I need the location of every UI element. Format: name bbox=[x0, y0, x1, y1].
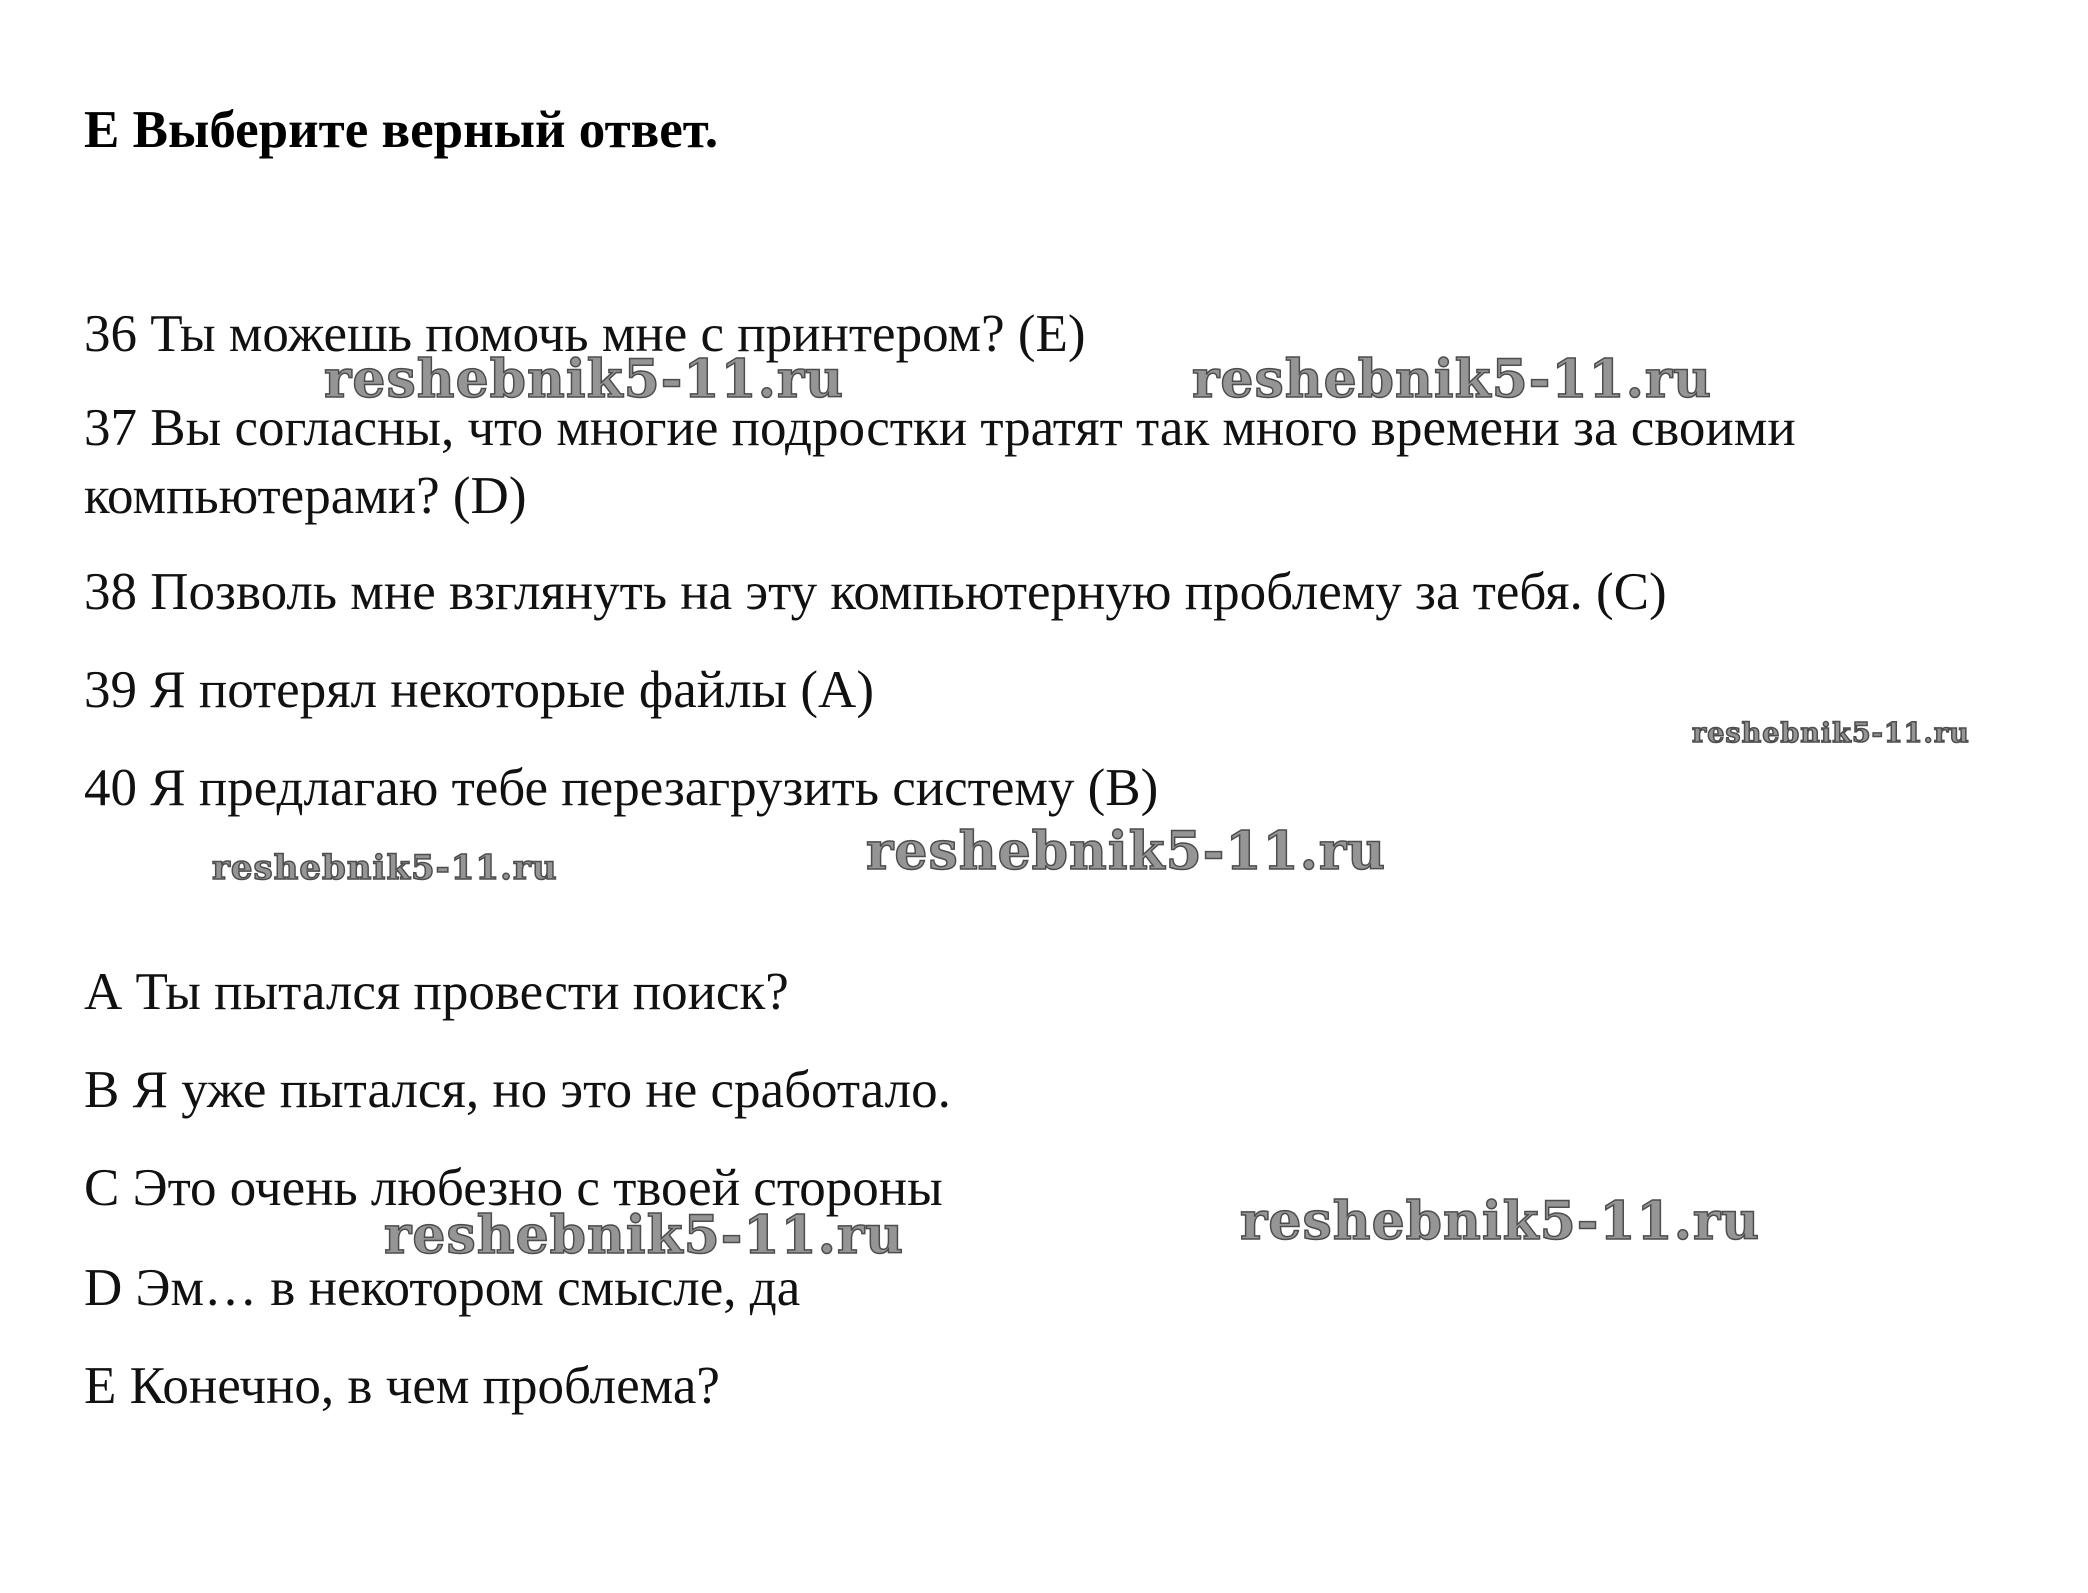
watermark: reshebnik5-11.ru bbox=[1692, 718, 1970, 749]
watermark: reshebnik5-11.ru bbox=[1240, 1191, 1761, 1252]
answer-b: В Я уже пытался, но это не сработало. bbox=[84, 1061, 951, 1119]
answer-d: D Эм… в некотором смысле, да bbox=[84, 1259, 801, 1317]
watermark: reshebnik5-11.ru bbox=[384, 1205, 905, 1266]
watermark: reshebnik5-11.ru bbox=[212, 848, 558, 888]
answer-e: Е Конечно, в чем проблема? bbox=[84, 1357, 720, 1415]
answer-a: А Ты пытался провести поиск? bbox=[84, 963, 789, 1021]
question-39: 39 Я потерял некоторые файлы (А) bbox=[84, 661, 874, 719]
watermark: reshebnik5-11.ru bbox=[866, 821, 1387, 882]
question-38: 38 Позволь мне взглянуть на эту компьютерную проблему за тебя. (С) bbox=[84, 563, 1667, 621]
question-40: 40 Я предлагаю тебе перезагрузить систему (В) bbox=[84, 759, 1159, 817]
page-heading: E Выберите верный ответ. bbox=[84, 101, 719, 159]
watermark: reshebnik5-11.ru bbox=[324, 349, 845, 410]
question-37-line-2: компьютерами? (D) bbox=[84, 467, 527, 525]
watermark: reshebnik5-11.ru bbox=[1192, 349, 1713, 410]
question-37-line-1: 37 Вы согласны, что многие подростки тратят так много времени за своими bbox=[84, 399, 1796, 457]
answer-c: С Это очень любезно с твоей стороны bbox=[84, 1159, 943, 1217]
question-36: 36 Ты можешь помочь мне с принтером? (Е) bbox=[84, 305, 1086, 363]
